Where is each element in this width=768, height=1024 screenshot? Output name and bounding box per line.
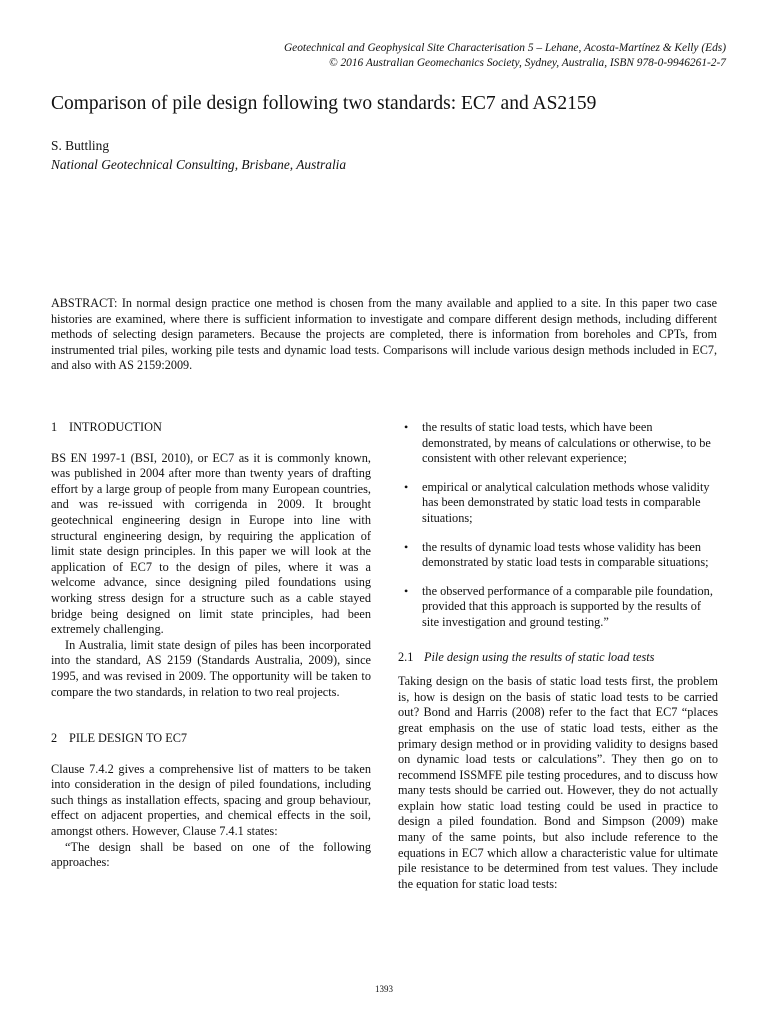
- section-2-title: PILE DESIGN TO EC7: [69, 731, 188, 746]
- list-item: [398, 540, 718, 571]
- design-approaches-list: [398, 420, 718, 631]
- section-2-paragraph-1: Clause 7.4.2 gives a comprehensive list of matters to be taken into consideration in the design of piled foundations, including such things as installation effects, spacing and group behaviour, effect on adjacent properties, and chemical effects in the soil, amongst others. However, Clause 7.4.1 states:: [51, 761, 371, 839]
- section-1-heading: [51, 420, 371, 436]
- author-affiliation: National Geotechnical Consulting, Brisbane, Australia: [51, 157, 347, 172]
- list-item-text: the results of dynamic load tests whose validity has been demonstrated by static load tests in comparable situations;: [422, 539, 709, 570]
- list-item: [398, 584, 718, 631]
- left-column: [51, 420, 371, 871]
- list-item: [398, 420, 718, 467]
- section-1-paragraph-2: In Australia, limit state design of piles has been incorporated into the standard, AS 2159 (Standards Australia, 2009), since 1995, and was revised in 2009. The opportunity will be taken to compare the two standards, in relation to two real projects.: [51, 637, 371, 699]
- section-2-number: 2: [51, 731, 58, 746]
- section-1-paragraph-1: BS EN 1997-1 (BSI, 2010), or EC7 as it is commonly known, was published in 2004 after more than twenty years of drafting effort by a large group of people from many European countries, and was re-issued with corrigenda in 2009. It brought geotechnical engineering design in Europe into line with structural engineering design, by requiring the application of limit state design principles. In this paper we will look at the application of EC7 to the design of piles, where it was a welcome advance, since designing piled foundations using working stress design for a structure such as a cable stayed bridge being designed on limit state principles, had been extremely challenging.: [51, 450, 371, 637]
- list-item-text: the observed performance of a comparable pile foundation, provided that this approach is supported by the results of site investigation and ground testing.”: [422, 583, 713, 629]
- abstract: ABSTRACT: In normal design practice one method is chosen from the many available and applied to a site. In this paper two case histories are examined, where there is sufficient information to investigate and compare different design methods, including different methods of selecting design parameters. Because the projects are completed, there is information from boreholes and CPTs, from instrumented trial piles, working pile tests and dynamic load tests. Comparisons will include various design methods included in EC7, and also with AS 2159:2009.: [51, 296, 717, 372]
- page-number: 1393: [375, 984, 393, 994]
- section-2-1-paragraph-1: Taking design on the basis of static load tests first, the problem is, how is design on the basis of static load tests to be carried out? Bond and Harris (2008) refer to the fact that EC7 “places great emphasis on the use of static load tests, either as the primary design method or in providing validity to designs based on dynamic load tests or calculations”. They then go on to recommend ISSMFE pile testing procedures, and to discuss how many tests should be carried out. However, they do not actually explain how static load testing could be used in practice to design a piled foundation. Bond and Simpson (2009) make many of the same points, but also include reference to the equations in EC7 which allow a characteristic value for ultimate pile resistance to be determined from test values. They include the equation for static load tests:: [398, 674, 718, 891]
- paper-title: Comparison of pile design following two standards: EC7 and AS2159: [51, 93, 597, 114]
- section-2-1-heading: [398, 650, 718, 666]
- section-2-paragraph-2: “The design shall be based on one of the following approaches:: [51, 839, 371, 870]
- list-item-text: the results of static load tests, which have been demonstrated, by means of calculations or otherwise, to be consistent with other relevant experience;: [422, 420, 711, 466]
- header-line-1: Geotechnical and Geophysical Site Characterisation 5 – Lehane, Acosta-Martínez & Kelly (Eds): [283, 42, 726, 54]
- bullet-icon: •: [404, 583, 409, 598]
- bullet-icon: •: [404, 420, 409, 434]
- running-header: [86, 41, 726, 71]
- bullet-icon: •: [404, 479, 409, 494]
- author-name: S. Buttling: [51, 138, 110, 153]
- section-2-1-number: 2.1: [398, 649, 414, 664]
- section-1-title: INTRODUCTION: [69, 420, 162, 434]
- header-line-2: © 2016 Australian Geomechanics Society, Sydney, Australia, ISBN 978-0-9946261-2-7: [328, 57, 726, 69]
- list-item: [398, 480, 718, 527]
- right-column: [398, 420, 718, 892]
- list-item-text: empirical or analytical calculation methods whose validity has been demonstrated by static load tests in comparable situations;: [422, 479, 710, 525]
- bullet-icon: •: [404, 539, 409, 554]
- section-1-number: 1: [51, 420, 58, 434]
- section-2-1-title: Pile design using the results of static load tests: [424, 649, 655, 664]
- section-2-heading: [51, 731, 371, 747]
